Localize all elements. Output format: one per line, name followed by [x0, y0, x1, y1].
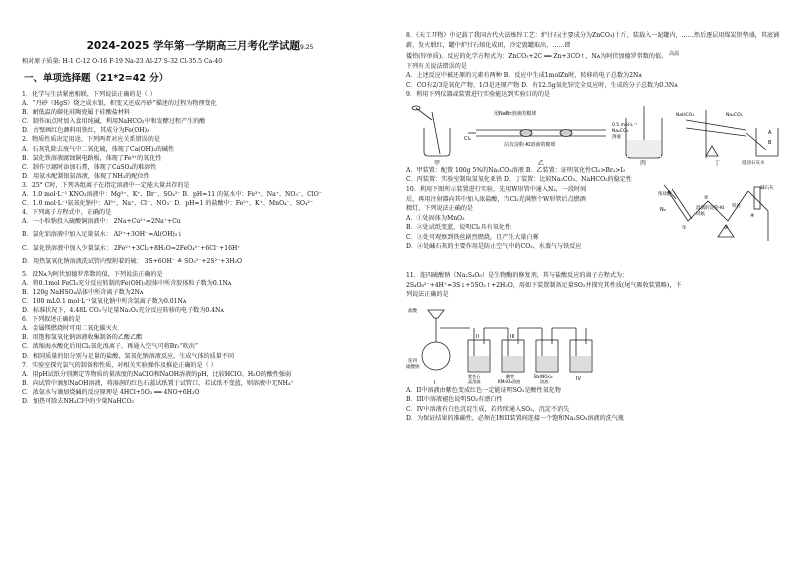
w-label-paper2: 试纸 [696, 211, 705, 217]
f11-hcl: 盐酸 [408, 308, 417, 314]
ding-label-2: Na₂CO₃ [726, 112, 743, 118]
question-line: 4．下列离子方程式中，正确的是 [22, 209, 112, 217]
question-line: C．氯化铁溶液中加入少量氯水： 2Fe²⁺+3Cl₂+8H₂O=2FeO₄²⁻+6Cl⁻+16H⁺ [22, 244, 241, 252]
q10-w-tube-figure [658, 181, 784, 251]
question-line: C．1.0 mol·L⁻¹氨氧化钠中：Al³⁺、Na⁺、Cl⁻、NO₃⁻ D．pH=1 的盐酸中：Fe²⁺、K⁺、MnO₄⁻、SO₄²⁻ [22, 200, 314, 208]
question-line: A．一小粒钠投入硫酸铜溶液中： 2Na+Cu²⁺=2Na⁺+Cu [22, 218, 181, 226]
f11-b4b: 溶液 [540, 378, 549, 384]
f11-b3b: KMnO₄溶液 [498, 378, 521, 384]
question-line: D．用氨水配制银氨溶液，体现了NH₃的配位性 [22, 172, 150, 180]
question-line: 精灯，下列说法正确的是 [406, 205, 474, 213]
fig-label-jia: 甲 [434, 159, 441, 166]
bing-label-3: 溶液 [612, 134, 621, 140]
question-line: B．耐低温的碳化硅陶瓷属于硅酸盐材料 [22, 109, 131, 117]
f11-r1: I [434, 379, 436, 386]
question-line: B．氯化铁溶液腐蚀铜电路板，体现了Fe³⁺的氧化性 [22, 154, 162, 162]
ding-label-b: B [768, 139, 772, 146]
apparatus-jia [412, 106, 450, 156]
question-line: A．“丹砂（HgS）烧之成水银，积变又还成丹砂”描述的过程为物理变化 [22, 100, 217, 108]
w-mark-1: ① [682, 224, 687, 231]
question-line: 11．连四硫酸钠（Na₂S₄O₆）是生物酶的修复剂，其与盐酸反应的离子方程式为： [406, 271, 629, 279]
question-line: B．氯化铝溶液中加入足量氨水： Al³⁺+3OH⁻=Al(OH)₃↓ [22, 231, 183, 239]
question-line: A．用pH试纸分别测定等物质的量浓度的NaClO和NaOH溶液的pH，比较HClO、H₂O的酸性强弱 [22, 370, 292, 378]
right-questions [406, 31, 784, 424]
question-line: A．上述反应中被还原的元素有两种 B．反应中生成1molZn时，转移的电子总数为2Nᴀ [406, 72, 642, 80]
w-label-n2: N₂ [660, 206, 666, 213]
f11-b3a: 酸性 [506, 373, 515, 379]
apparatus-yi [468, 129, 606, 136]
question-line: C．③处可观察到铁丝剧烈燃烧，且产生大量白雾 [406, 233, 539, 241]
question-line: D．古壁画红色颜料用铁红，其成分为Fe(OH)₃ [22, 127, 150, 135]
yi-label-1: 用NaBr溶液的棉球 [494, 110, 537, 117]
q9-apparatus-figure [406, 100, 784, 166]
question-line: A．石灰乳除去废气中二氧化硫，体现了Ca(OH)₂的碱性 [22, 145, 175, 153]
section-title: 一、单项选择题（21*2=42 分） [24, 73, 169, 84]
question-line: C．浓缩海水酸化后用Cl₂氧化溴离子，再通入空气可将Br₂“吹出” [22, 343, 199, 351]
f11-na2: 硫酸钠 [406, 364, 420, 370]
f11-r3: III [510, 333, 515, 340]
f11-b4a: Ba(NO₃)₂ [534, 373, 553, 379]
question-line: 1．化学与生活紧密相联，下列说法正确的是（ ） [22, 91, 156, 98]
atomic-masses: 相对原子质量: H-1 C-12 O-16 F-19 Na-23 Al-27 S-32 Cl-35.5 Ca-40 [22, 58, 223, 65]
question-line: 5．设Nᴀ为阿伏加德罗常数的值，下列说法正确的是 [22, 270, 163, 278]
question-line: 9．利用下列仪器或装置进行实验能达到实验目的的是 [406, 91, 551, 99]
question-line: D．④处碱石灰的主要作用是防止空气中的CO₂、水蒸气与铁反应 [406, 243, 582, 251]
w-label-fe: 铁丝 [732, 203, 741, 209]
fig-label-yi: 乙 [538, 159, 545, 166]
question-line: 后，再用注射器向其中加入浓盐酸，当Cl₂充满整个W形管后点燃酒 [406, 195, 586, 203]
f11-r2: II [476, 333, 479, 340]
exam-title: 2024-2025 学年第一学期高三月考化学试题9.25 [86, 40, 314, 52]
question-line: A．II中溶液由紫色变成红色一定能证明SO₂是酸性氧化物 [406, 386, 561, 394]
left-questions [22, 90, 394, 406]
question-line: 3．25° C时，下列各组离子在指定溶液中一定能大量共存的是 [22, 181, 190, 189]
w-label-hcl: 浓盐酸 [658, 191, 672, 197]
yi-label-cl2: Cl₂ [464, 135, 471, 142]
question-line: C．制作豆腐时添加石膏，体现了CaSO₄的难溶性 [22, 163, 157, 171]
question-line: D．相同质量的铝分别与足量的盐酸、氢氧化钠溶液反应，生成气体的质量不同 [22, 352, 235, 360]
w-mark-4: ④ [750, 212, 755, 219]
question-line: C．丙装置：实验室制取氢氧化亚铁 D．丁装置：比较Na₂CO₃、NaHCO₃的稳定性 [406, 176, 632, 184]
question-line: A．甲装置：配置 100g 5%的Na₂CO₃溶液 B．乙装置：证明氧化性Cl₂>Br₂>I₂ [406, 166, 626, 174]
f11-b2a: 紫色石 [468, 373, 481, 379]
w-mark-2: ② [704, 194, 709, 201]
question-line: 列说法正确的是 [406, 291, 449, 299]
w-label-lime: 碱石灰 [760, 185, 774, 191]
question-line: 7．实验室探究氯气的制备和性质，对相关实验操作及推论正确的是（ ） [22, 361, 217, 369]
question-line: A．①处固体为MnO₂ [406, 214, 465, 222]
yi-label-2: 沾有淀粉-KI溶液的棉球 [504, 141, 556, 148]
question-line: 下列有关说法错误的是 [406, 62, 467, 70]
question-line: 6．下列叙述正确的是 [22, 316, 81, 324]
question-line: 2S₄O₆²⁻+4H⁺=3S↓+5SO₂↑+2H₂O，用如下装置制备足量SO₂并探究其性质(尾气吸收装置略)，下 [406, 281, 682, 289]
question-line: C．IV中溶液有白色沉淀生成，若持续通入SO₂，沉淀不消失 [406, 405, 570, 413]
question-line: D．为保证结果的准确性，必须在I和II装置间连接一个饱和Na₂SO₃溶液的洗气瓶 [406, 415, 624, 423]
ding-label-1: NaHCO₃ [676, 112, 694, 118]
question-line: B．②处试纸变蓝，说明Cl₂具有氧化性 [406, 224, 511, 232]
question-line: 2．物质性质决定用途，下列两者对应关系错误的是 [22, 136, 160, 144]
q8-condition: 高温 [669, 51, 680, 58]
question-line: C．制作面点时加入食用纯碱，利用NaHCO₃中和发酵过程产生的酸 [22, 118, 206, 126]
q7c-condition [49, 91, 54, 98]
question-line: 8．《天工开物》中记载了我国古代火法炼锌工艺：炉甘石(主要成分为ZnCO₃)十斤，装载入一泥罐内，……然后逐层用煤炭饼垫盛，其底铺薪，发火煅红，罐中炉甘石熔化成团，冷定毁罐取出，……即 [406, 32, 780, 49]
q11-apparatus-figure [406, 300, 784, 386]
question-line: 10．利用下图所示装置进行实验，先用W形管中通入N₂，一段时间 [406, 185, 587, 193]
q4d-condition [22, 91, 27, 98]
f11-b2b: 蕊溶液 [468, 378, 481, 384]
question-line: A．1.0 mol·L⁻¹ KNO₃溶液中：Mg²⁺、K⁺、Br⁻、SO₄²⁻ B．pH=11 的氨水中：Fe³⁺、Na⁺、NO₃⁻、ClO⁻ [22, 191, 322, 199]
question-line: B．120g NaHSO₄晶体中所含离子数为2Nᴀ [22, 288, 144, 296]
question-line: C．CO有2/3是氧化产物、1/3是还原产物 D．有12.5g氧化锌完全反应时，生成的分子总数为0.3Nᴀ [406, 81, 678, 89]
fig-label-ding: 丁 [714, 159, 721, 166]
question-line: B．用饱和氢氧化钠溶液收集制备的乙酸乙酯 [22, 334, 143, 342]
ding-label-3: 澄清石灰水 [742, 160, 765, 166]
question-line: C．100 mL0.1 mol·L⁻¹氢氧化钠中所含氢离子数为0.01Nᴀ [22, 297, 187, 305]
bing-label-1: 0.5 mol·L⁻¹ [612, 122, 638, 128]
fig-label-bing: 丙 [640, 159, 647, 166]
question-line: D．标准状况下，4.48L CO₂与足量Na₂O₂充分反应转移的电子数为0.4Nᴀ [22, 307, 224, 315]
question-line: A．将0.1mol FeCl₃充分反应转制的Fe(OH)₃胶体中所含胶体粒子数为0.1Nᴀ [22, 279, 232, 287]
w-label-paper1: 湿润的淀粉-KI [696, 205, 725, 211]
apparatus-bing [626, 106, 662, 158]
w-mark-3: ③ [724, 224, 729, 231]
f11-na1: 连四 [408, 358, 417, 364]
bing-label-2: Na₂CO₃ [612, 128, 629, 134]
question-line: B．III中溶液褪色说明SO₂有漂白性 [406, 396, 503, 404]
question-line: D．用热氢氧化钠溶液洗试管内壁附着的硫： 3S+6OH⁻ ≜ SO₃²⁻+2S²⁻+3H₂O [22, 257, 242, 265]
question-line: C．浓氨水与滴加烧碱的反应原理是 4HCl+5O₂ ══ 4NO+6H₂O [22, 388, 200, 396]
question-line: 倭铅(锌单质)。反应的化学方程式为：ZnCO₃+2C ══ Zn+3CO↑，Nᴀ为阿伏加德罗常数的值。 $^{高温}$ [406, 51, 680, 61]
question-line: B．向试管中滴加NaOH溶液，将湿润的红色石蕊试纸置于试管口，若试纸不变蓝，则溶液中无NH₄⁺ [22, 379, 294, 387]
f11-r4: IV [576, 375, 581, 382]
question-line: D．加热可除去NH₄Cl中的少量NaHCO₃ [22, 398, 134, 405]
ding-label-a: A [768, 129, 772, 136]
question-line: A．金属镁燃烧时可用二氧化碳灭火 [22, 325, 118, 333]
q7c-catalyst [29, 91, 47, 98]
